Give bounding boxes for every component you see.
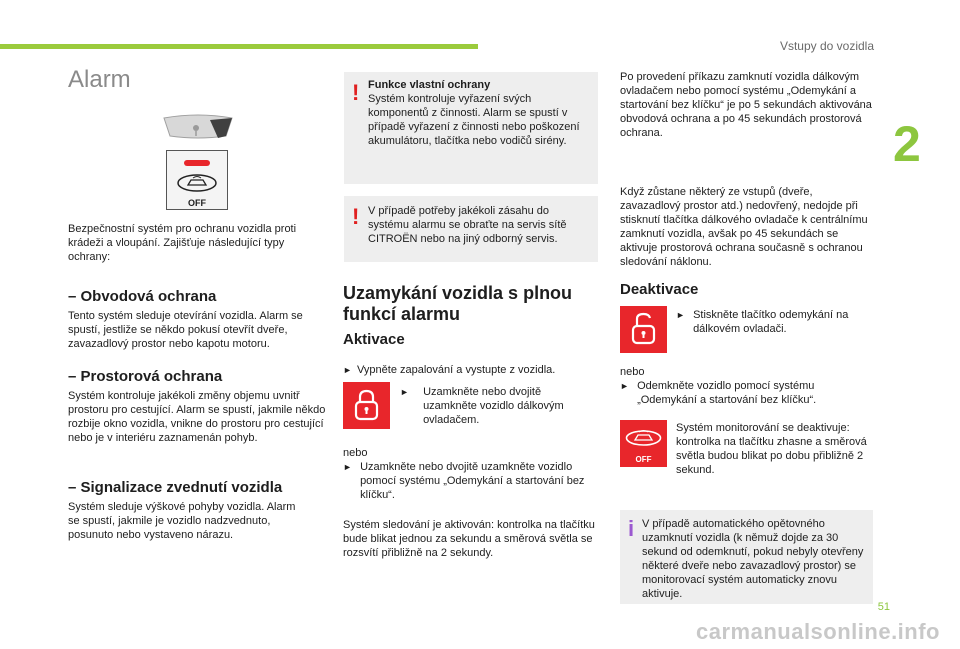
or-label: nebo xyxy=(343,447,368,459)
deactivation-step-1: ► Stiskněte tlačítko odemykání na dálkovém ovladači. xyxy=(676,309,849,335)
bullet-icon: ► xyxy=(343,365,352,375)
bullet-icon: ► xyxy=(343,462,352,472)
activation-step-3: ► Uzamkněte nebo dvojitě uzamkněte vozidlo pomocí systému „Odemykání a startování bez klíčku“. xyxy=(343,461,585,501)
warning-text: V případě potřeby jakékoli zásahu do systému alarmu se obraťte na servis sítě CITROËN nebo na jiný odborný servis. xyxy=(368,205,567,245)
volumetric-heading: – Prostorová ochrana xyxy=(68,368,223,385)
tilt-text: Systém sleduje výškové pohyby vozidla. Alarm se spustí, jakmile je vozidlo nadzvednuto, posunuto nebo vystaveno nárazu. xyxy=(68,501,296,541)
activation-heading: Aktivace xyxy=(343,331,405,348)
perimeter-text: Tento systém sleduje otevírání vozidla. Alarm se spustí, jestliže se někdo pokusí otevřít dveře, zavazadlový prostor nebo kapotu motoru. xyxy=(68,310,303,350)
perimeter-heading: – Obvodová ochrana xyxy=(68,288,217,305)
info-text: V případě automatického opětovného uzamknutí vozidla (k němuž dojde za 30 sekund od odemknutí, pokud nebyly otevřeny některé dveře nebo zavazadlový prostor) se monitorovací systém automaticky znovu aktivuje. xyxy=(642,518,864,600)
lock-button-icon xyxy=(343,382,390,429)
watermark: carmanualsonline.info xyxy=(696,619,940,644)
warning-box-service xyxy=(344,196,598,262)
alarm-off-button-icon xyxy=(620,420,667,467)
chapter-number: 2 xyxy=(893,116,921,172)
right-paragraph-2: Když zůstane některý ze vstupů (dveře, zavazadlový prostor atd.) nedovřený, nedojde při stisknutí tlačítka dálkového ovladače k centrálnímu zamknutí vozidla, avšak po 45 sekundách se aktivuje prostorová ochrana současně s ochranou sledování náklonu. xyxy=(620,186,868,268)
warning-icon: ! xyxy=(352,80,360,105)
alarm-button-illustration xyxy=(166,150,228,210)
off-label: OFF xyxy=(188,198,206,208)
section-title: Vstupy do vozidla xyxy=(779,39,874,53)
rearview-mirror-icon xyxy=(160,112,236,142)
mirror-illustration xyxy=(160,112,236,142)
right-paragraph-1: Po provedení příkazu zamknutí vozidla dálkovým ovladačem nebo pomocí systému „Odemykání a startování bez klíčku“ je po 5 sekundách aktivována obvodová ochrana a po 45 sekundách prostorová ochrana. xyxy=(620,71,872,139)
alarm-led-icon xyxy=(184,160,210,166)
intro-text: Bezpečnostní systém pro ochranu vozidla proti krádeži a vloupání. Zajišťuje následující typy ochrany: xyxy=(68,223,297,263)
warning-icon: ! xyxy=(352,204,360,229)
page-number: 51 xyxy=(877,601,890,613)
page-title: Alarm xyxy=(68,66,131,93)
info-box-relock xyxy=(620,510,873,604)
info-icon: i xyxy=(628,516,635,541)
warning-title: Funkce vlastní ochrany xyxy=(368,79,491,91)
header-accent-bar xyxy=(0,44,478,49)
deactivation-step-2: ► Odemkněte vozidlo pomocí systému „Odemykání a startování bez klíčku“. xyxy=(620,380,817,406)
activation-note: Systém sledování je aktivován: kontrolka na tlačítku bude blikat jednou za sekundu a směrová světla se rozsvítí přibližně na 2 sekundy. xyxy=(343,519,595,559)
deactivation-heading: Deaktivace xyxy=(620,281,699,298)
warning-text: Systém kontroluje vyřazení svých komponentů z činnosti. Alarm se spustí v případě vyřazení z činnosti nebo poškození akumulátoru, tlačítka nebo vodičů sirény. xyxy=(368,93,580,147)
tilt-heading: – Signalizace zvednutí vozidla xyxy=(68,479,283,496)
off-label: OFF xyxy=(635,455,652,464)
warning-box-self-protection xyxy=(344,72,598,184)
unlock-button-icon xyxy=(620,306,667,353)
bullet-icon: ► xyxy=(620,381,629,391)
bullet-icon: ► xyxy=(676,310,685,320)
monitoring-deactivated-text: Systém monitorování se deaktivuje: kontrolka na tlačítku zhasne a směrová světla budou blikat po dobu přibližně 2 sekund. xyxy=(676,422,867,476)
or-label: nebo xyxy=(620,366,645,378)
activation-step-1: ► Vypněte zapalování a vystupte z vozidla. xyxy=(343,364,556,376)
bullet-icon: ► xyxy=(400,387,409,397)
activation-step-2: ► Uzamkněte nebo dvojitě uzamkněte vozidlo dálkovým ovladačem. xyxy=(400,386,564,426)
volumetric-text: Systém kontroluje jakékoli změny objemu uvnitř prostoru pro cestující. Alarm se spustí, jakmile někdo rozbije okno vozidla, vnikne do prostoru pro cestující nebo je v interiéru zaznamenán pohyb. xyxy=(68,390,326,444)
locking-heading: Uzamykání vozidla s plnou funkcí alarmu xyxy=(343,283,573,324)
car-alarm-off-icon xyxy=(176,173,218,208)
